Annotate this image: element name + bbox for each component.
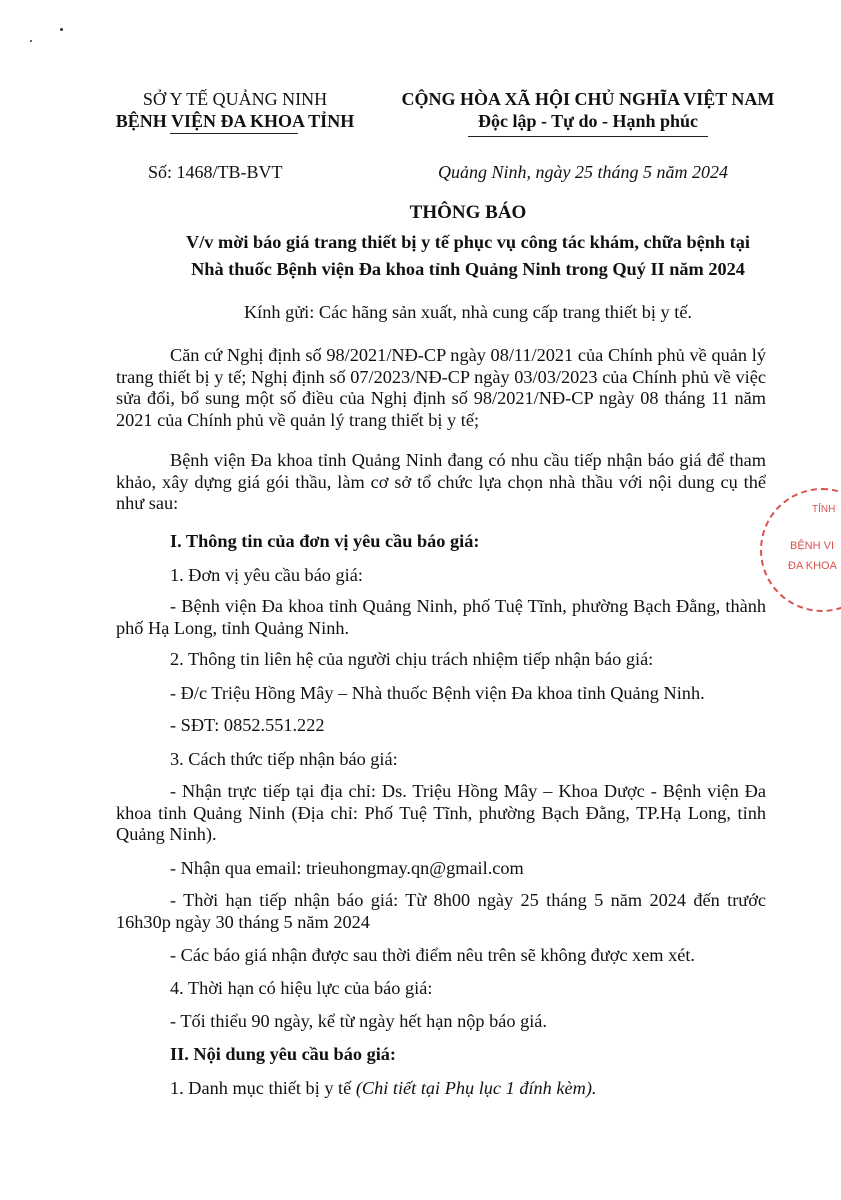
- document-subject-line1: V/v mời báo giá trang thiết bị y tế phục vụ công tác khám, chữa bệnh tại: [186, 232, 750, 252]
- purpose-paragraph: Bệnh viện Đa khoa tỉnh Quảng Ninh đang có nhu cầu tiếp nhận báo giá để tham khảo, xây dựng giá gói thầu, làm cơ sở tổ chức lựa chọn nhà thầu với nội dung cụ thể như sau:: [116, 450, 766, 513]
- item-4-heading: 4. Thời hạn có hiệu lực của báo giá:: [170, 978, 433, 998]
- item-3-note: - Các báo giá nhận được sau thời điểm nêu trên sẽ không được xem xét.: [170, 945, 696, 965]
- issuing-hospital: BỆNH VIỆN ĐA KHOA TỈNH: [115, 111, 355, 131]
- document-title: THÔNG BÁO: [409, 202, 527, 223]
- section-2-item-1-text: 1. Danh mục thiết bị y tế: [170, 1078, 356, 1098]
- hospital-stamp: [760, 488, 841, 612]
- header-left: [90, 88, 380, 132]
- stamp-text-middle: BỆNH VI: [790, 540, 835, 552]
- section-2-item-1-note: (Chi tiết tại Phụ lục 1 đính kèm).: [355, 1078, 597, 1098]
- item-2-heading: 2. Thông tin liên hệ của người chịu trách nhiệm tiếp nhận báo giá:: [170, 649, 654, 669]
- header-right-underline: [468, 136, 708, 137]
- item-3-heading: 3. Cách thức tiếp nhận báo giá:: [170, 749, 398, 769]
- section-1-heading: I. Thông tin của đơn vị yêu cầu báo giá:: [170, 531, 480, 551]
- scan-speck: [30, 40, 32, 42]
- issuing-department: SỞ Y TẾ QUẢNG NINH: [142, 89, 328, 109]
- item-1-heading: 1. Đơn vị yêu cầu báo giá:: [170, 565, 363, 585]
- national-motto: Độc lập - Tự do - Hạnh phúc: [477, 111, 699, 131]
- item-3-direct: - Nhận trực tiếp tại địa chỉ: Ds. Triệu Hồng Mây – Khoa Dược - Bệnh viện Đa khoa tỉnh Quảng Ninh (Địa chỉ: Phố Tuệ Tĩnh, phường Bạch Đằng, TP.Hạ Long, tỉnh Quảng Ninh).: [116, 781, 766, 844]
- item-4-detail: - Tối thiểu 90 ngày, kể từ ngày hết hạn nộp báo giá.: [170, 1011, 547, 1031]
- section-2-item-1: [170, 1077, 596, 1099]
- item-2-phone: - SĐT: 0852.551.222: [170, 715, 325, 735]
- stamp-text-top: TỈNH: [812, 504, 836, 515]
- legal-basis-paragraph: Căn cứ Nghị định số 98/2021/NĐ-CP ngày 08/11/2021 của Chính phủ về quản lý trang thiết bị y tế; Nghị định số 07/2023/NĐ-CP ngày 03/03/2023 của Chính phủ về việc sửa đổi, bổ sung một số điều của Nghị định số 98/2021/NĐ-CP ngày 08 tháng 11 năm 2021 của Chính phủ về quản lý trang thiết bị y tế;: [116, 345, 766, 430]
- scan-speck: [60, 28, 63, 31]
- document-subject-line2: Nhà thuốc Bệnh viện Đa khoa tỉnh Quảng Ninh trong Quý II năm 2024: [191, 259, 745, 279]
- document-number: Số: 1468/TB-BVT: [148, 162, 283, 182]
- recipient: Kính gửi: Các hãng sản xuất, nhà cung cấp trang thiết bị y tế.: [243, 302, 693, 322]
- item-3-deadline: - Thời hạn tiếp nhận báo giá: Từ 8h00 ngày 25 tháng 5 năm 2024 đến trước 16h30p ngày 30 tháng 5 năm 2024: [116, 890, 766, 932]
- place-date: Quảng Ninh, ngày 25 tháng 5 năm 2024: [438, 162, 728, 182]
- national-title: CỘNG HÒA XÃ HỘI CHỦ NGHĨA VIỆT NAM: [401, 89, 775, 109]
- stamp-text-bottom: ĐA KHOA: [788, 560, 837, 572]
- item-2-contact: - Đ/c Triệu Hồng Mây – Nhà thuốc Bệnh viện Đa khoa tỉnh Quảng Ninh.: [170, 683, 705, 703]
- section-2-heading: II. Nội dung yêu cầu báo giá:: [170, 1044, 397, 1064]
- header-left-underline: [170, 133, 298, 134]
- item-3-email: - Nhận qua email: trieuhongmay.qn@gmail.com: [170, 858, 524, 878]
- header-right: [388, 88, 788, 132]
- item-1-detail: - Bệnh viện Đa khoa tỉnh Quảng Ninh, phố Tuệ Tĩnh, phường Bạch Đằng, thành phố Hạ Long, tỉnh Quảng Ninh.: [116, 596, 766, 638]
